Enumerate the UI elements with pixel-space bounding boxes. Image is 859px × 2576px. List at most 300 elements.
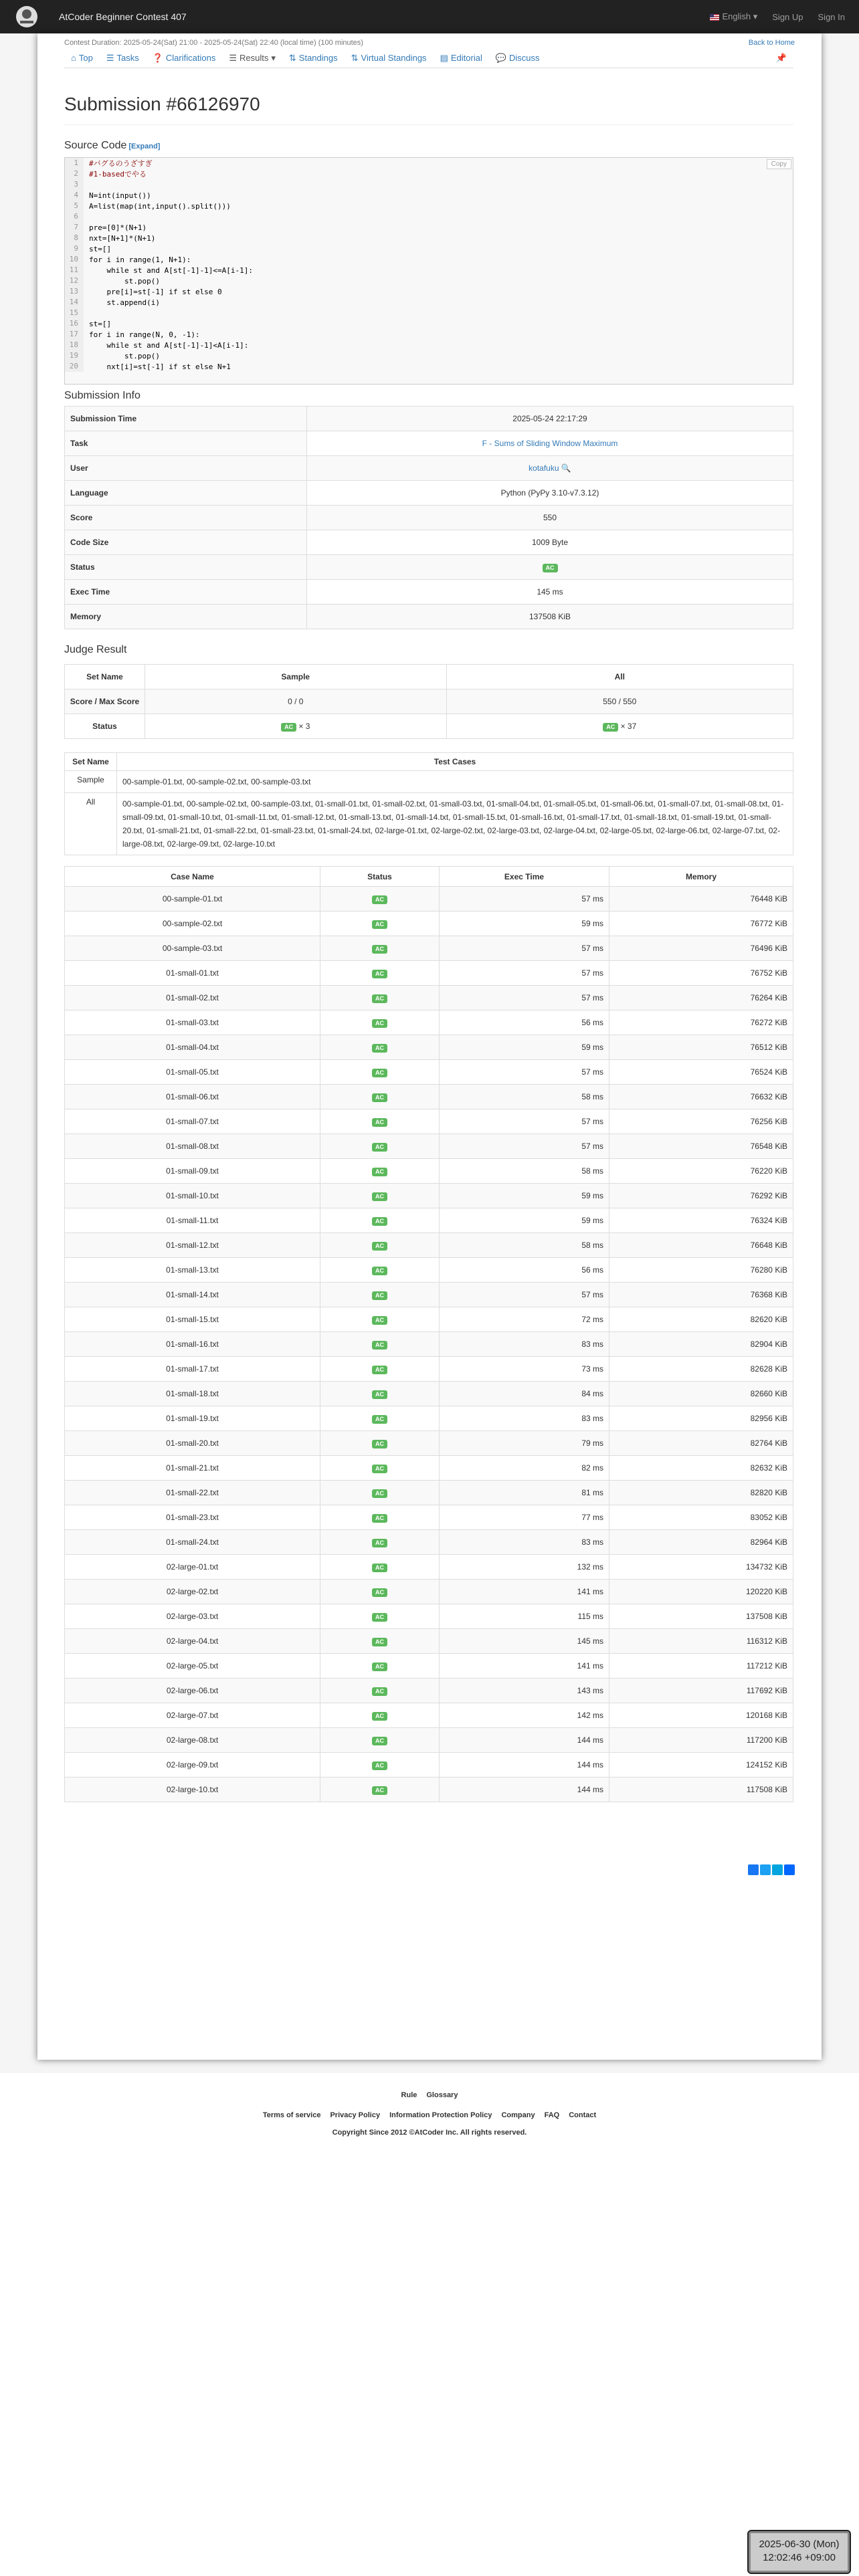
line-number: 19: [65, 350, 84, 361]
status-badge: AC: [372, 1737, 387, 1745]
line-number: 16: [65, 318, 84, 329]
code-line: [65, 361, 793, 372]
source-code-heading: Source Code [Expand]: [64, 140, 161, 151]
tab-top[interactable]: ⌂ Top: [71, 53, 93, 63]
case-status: [320, 1654, 440, 1679]
tab-editorial[interactable]: ▤ Editorial: [440, 52, 482, 63]
case-exec-time: 84 ms: [440, 1382, 609, 1406]
table-row: [65, 1382, 793, 1406]
case-status: [320, 1604, 440, 1629]
case-status: [320, 1753, 440, 1778]
code-line: [65, 318, 793, 329]
case-name: 02-large-09.txt: [65, 1753, 320, 1778]
contest-duration: Contest Duration: 2025-05-24(Sat) 21:00 - 2025-05-24(Sat) 22:40 (local time) (100 minutes): [64, 39, 363, 47]
case-memory: 76292 KiB: [609, 1184, 793, 1208]
status-badge: AC: [372, 1786, 387, 1795]
copyright: Copyright Since 2012 ©AtCoder Inc. All rights reserved.: [332, 2129, 527, 2137]
line-number: 7: [65, 222, 84, 233]
table-row: [65, 1580, 793, 1604]
case-name: 01-small-10.txt: [65, 1184, 320, 1208]
case-name: 02-large-06.txt: [65, 1679, 320, 1703]
status-badge: AC: [372, 994, 387, 1003]
case-exec-time: 57 ms: [440, 1109, 609, 1134]
status-badge: AC: [543, 564, 558, 572]
case-memory: 76324 KiB: [609, 1208, 793, 1233]
case-memory: 117212 KiB: [609, 1654, 793, 1679]
case-memory: 82764 KiB: [609, 1431, 793, 1456]
case-memory: 76496 KiB: [609, 936, 793, 961]
code-text: st=[]: [89, 244, 112, 253]
code-text: #1-basedでやる: [89, 170, 147, 179]
case-exec-time: 143 ms: [440, 1679, 609, 1703]
code-text: #バグるのうざすぎ: [89, 159, 153, 168]
page-title: Submission #66126970: [64, 94, 793, 125]
info-row-user: User kotafuku 🔍: [65, 456, 793, 481]
status-badge: AC: [372, 1712, 387, 1721]
table-row: [65, 911, 793, 936]
case-status: [320, 1580, 440, 1604]
language-selector[interactable]: English ▾: [702, 11, 765, 22]
case-exec-time: 83 ms: [440, 1530, 609, 1555]
status-badge: AC: [372, 1019, 387, 1028]
code-text: pre[i]=st[-1] if st else 0: [89, 287, 222, 296]
case-status: [320, 1332, 440, 1357]
table-row: [65, 1728, 793, 1753]
line-number: 9: [65, 243, 84, 254]
table-row: [65, 887, 793, 911]
table-row: [65, 1505, 793, 1530]
case-name: 01-small-23.txt: [65, 1505, 320, 1530]
footer-rule-link[interactable]: Rule: [401, 2091, 417, 2099]
case-status: [320, 961, 440, 986]
case-exec-time: 142 ms: [440, 1703, 609, 1728]
case-name: 01-small-20.txt: [65, 1431, 320, 1456]
code-line: [65, 211, 793, 222]
table-row: [65, 1481, 793, 1505]
contest-nav: [64, 48, 793, 68]
case-exec-time: 115 ms: [440, 1604, 609, 1629]
task-link[interactable]: F - Sums of Sliding Window Maximum: [482, 439, 618, 448]
search-icon[interactable]: 🔍: [561, 463, 571, 473]
case-memory: 134732 KiB: [609, 1555, 793, 1580]
code-line: [65, 297, 793, 308]
submission-info-table: [64, 406, 793, 629]
sort-icon: ⇅: [288, 52, 296, 63]
tab-discuss[interactable]: 💬 Discuss: [495, 52, 540, 63]
case-status: [320, 1060, 440, 1085]
case-memory: 76448 KiB: [609, 887, 793, 911]
info-row-code-size: Code Size 1009 Byte: [65, 530, 793, 555]
line-number: 17: [65, 329, 84, 340]
status-badge: AC: [372, 1514, 387, 1523]
code-line: [65, 222, 793, 233]
case-name: 02-large-07.txt: [65, 1703, 320, 1728]
case-status: [320, 887, 440, 911]
status-badge: AC: [372, 920, 387, 929]
tab-clarifications[interactable]: ❓ Clarifications: [152, 52, 216, 63]
case-memory: 116312 KiB: [609, 1629, 793, 1654]
table-row: [65, 1159, 793, 1184]
case-exec-time: 57 ms: [440, 1283, 609, 1307]
table-row: [65, 1035, 793, 1060]
line-number: 8: [65, 233, 84, 243]
case-status: [320, 1307, 440, 1332]
case-name: 01-small-06.txt: [65, 1085, 320, 1109]
code-line: [65, 350, 793, 361]
sort-icon: ⇅: [351, 52, 359, 63]
table-row: [65, 1753, 793, 1778]
source-code-block[interactable]: [64, 157, 793, 385]
status-badge: AC: [372, 970, 387, 978]
case-status: [320, 1382, 440, 1406]
code-line: [65, 276, 793, 286]
share-plus-icon[interactable]: [784, 1864, 795, 1875]
us-flag-icon: [710, 14, 719, 21]
status-badge: AC: [372, 895, 387, 904]
case-memory: 76264 KiB: [609, 986, 793, 1010]
code-text: nxt[i]=st[-1] if st else N+1: [89, 362, 231, 371]
case-name: 02-large-05.txt: [65, 1654, 320, 1679]
pin-icon[interactable]: 📌: [775, 52, 787, 63]
tab-results[interactable]: ☰ Results ▾: [229, 52, 276, 63]
line-number: 18: [65, 340, 84, 350]
list-icon: ☰: [106, 52, 114, 63]
caret-down-icon: ▾: [271, 52, 276, 63]
case-exec-time: 77 ms: [440, 1505, 609, 1530]
footer-privacy-link[interactable]: Privacy Policy: [330, 2111, 381, 2119]
table-row: [65, 1109, 793, 1134]
judge-result-heading: Judge Result: [64, 644, 127, 655]
table-row: [65, 1629, 793, 1654]
tab-virtual-standings[interactable]: ⇅ Virtual Standings: [351, 52, 427, 63]
status-badge: AC: [372, 1316, 387, 1325]
case-exec-time: 58 ms: [440, 1085, 609, 1109]
case-exec-time: 144 ms: [440, 1753, 609, 1778]
case-exec-time: 58 ms: [440, 1233, 609, 1258]
footer-faq-link[interactable]: FAQ: [544, 2111, 560, 2119]
case-exec-time: 145 ms: [440, 1629, 609, 1654]
case-name: 01-small-14.txt: [65, 1283, 320, 1307]
case-memory: 120168 KiB: [609, 1703, 793, 1728]
table-row: [65, 1060, 793, 1085]
code-line: [65, 340, 793, 350]
case-memory: 76648 KiB: [609, 1233, 793, 1258]
case-status: [320, 1208, 440, 1233]
line-number: 5: [65, 201, 84, 211]
code-text: for i in range(1, N+1):: [89, 255, 191, 264]
code-line: [65, 243, 793, 254]
footer-company-link[interactable]: Company: [501, 2111, 535, 2119]
case-name: 02-large-02.txt: [65, 1580, 320, 1604]
line-number: 6: [65, 211, 84, 222]
case-memory: 82632 KiB: [609, 1456, 793, 1481]
case-memory: 76772 KiB: [609, 911, 793, 936]
table-row: [65, 1208, 793, 1233]
status-badge: AC: [372, 1415, 387, 1424]
table-row: [65, 1530, 793, 1555]
info-row-task: Task F - Sums of Sliding Window Maximum: [65, 431, 793, 456]
case-exec-time: 81 ms: [440, 1481, 609, 1505]
case-memory: 117692 KiB: [609, 1679, 793, 1703]
code-line: [65, 286, 793, 297]
case-name: 01-small-08.txt: [65, 1134, 320, 1159]
status-badge: AC: [603, 723, 618, 732]
info-row-time: Submission Time 2025-05-24 22:17:29: [65, 407, 793, 431]
line-number: 15: [65, 308, 84, 318]
status-badge: AC: [372, 1093, 387, 1102]
case-exec-time: 57 ms: [440, 961, 609, 986]
case-status: [320, 1728, 440, 1753]
case-memory: 82820 KiB: [609, 1481, 793, 1505]
case-exec-time: 59 ms: [440, 1035, 609, 1060]
case-memory: 76752 KiB: [609, 961, 793, 986]
case-exec-time: 73 ms: [440, 1357, 609, 1382]
footer: [0, 2073, 859, 2137]
atcoder-logo[interactable]: [9, 2, 44, 31]
case-status: [320, 1258, 440, 1283]
code-text: A=list(map(int,input().split())): [89, 201, 231, 211]
case-status: [320, 1703, 440, 1728]
comment-icon: 💬: [495, 52, 507, 63]
case-memory: 117508 KiB: [609, 1778, 793, 1802]
status-badge: AC: [372, 1267, 387, 1275]
table-row: [65, 1307, 793, 1332]
case-exec-time: 72 ms: [440, 1307, 609, 1332]
line-number: 13: [65, 286, 84, 297]
case-status: [320, 1233, 440, 1258]
case-status: [320, 1184, 440, 1208]
case-exec-time: 83 ms: [440, 1406, 609, 1431]
code-text: st.append(i): [89, 298, 160, 307]
line-number: 12: [65, 276, 84, 286]
case-name: 01-small-19.txt: [65, 1406, 320, 1431]
status-badge: AC: [372, 1291, 387, 1300]
table-row: [65, 1703, 793, 1728]
status-badge: AC: [372, 1217, 387, 1226]
home-icon: ⌂: [71, 53, 76, 63]
info-row-language: Language Python (PyPy 3.10-v7.3.12): [65, 481, 793, 506]
line-number: 3: [65, 179, 84, 190]
table-row: [65, 1778, 793, 1802]
case-name: 01-small-12.txt: [65, 1233, 320, 1258]
case-memory: 76280 KiB: [609, 1258, 793, 1283]
code-line: [65, 265, 793, 276]
case-name: 02-large-04.txt: [65, 1629, 320, 1654]
code-line: [65, 233, 793, 243]
line-number: 20: [65, 361, 84, 372]
case-name: 01-small-24.txt: [65, 1530, 320, 1555]
line-number: 10: [65, 254, 84, 265]
case-memory: 76368 KiB: [609, 1283, 793, 1307]
case-status: [320, 1505, 440, 1530]
expand-link[interactable]: [Expand]: [128, 142, 161, 150]
case-status: [320, 1406, 440, 1431]
hatena-icon[interactable]: [772, 1864, 783, 1875]
info-row-status: Status AC: [65, 555, 793, 580]
case-status: [320, 1357, 440, 1382]
code-text: st.pop(): [89, 276, 160, 286]
case-name: 01-small-05.txt: [65, 1060, 320, 1085]
case-name: 01-small-03.txt: [65, 1010, 320, 1035]
status-badge: AC: [372, 1390, 387, 1399]
case-exec-time: 57 ms: [440, 1134, 609, 1159]
status-badge: AC: [372, 1440, 387, 1448]
sign-up-link[interactable]: Sign Up: [772, 11, 803, 22]
case-name: 00-sample-01.txt: [65, 887, 320, 911]
case-memory: 76272 KiB: [609, 1010, 793, 1035]
table-row: [65, 1679, 793, 1703]
table-row: [65, 936, 793, 961]
case-exec-time: 57 ms: [440, 986, 609, 1010]
case-status: [320, 1679, 440, 1703]
status-badge: AC: [372, 1638, 387, 1646]
code-line: [65, 179, 793, 190]
status-badge: AC: [372, 1613, 387, 1622]
case-name: 01-small-01.txt: [65, 961, 320, 986]
case-name: 01-small-11.txt: [65, 1208, 320, 1233]
clock-time: 12:02:46 +09:00: [763, 2552, 836, 2563]
table-row: [65, 1258, 793, 1283]
case-status: [320, 1555, 440, 1580]
case-status: [320, 1629, 440, 1654]
table-row: [65, 1184, 793, 1208]
case-name: 01-small-22.txt: [65, 1481, 320, 1505]
user-link[interactable]: kotafuku: [529, 463, 559, 473]
case-status: [320, 1481, 440, 1505]
contest-brand-link[interactable]: AtCoder Beginner Contest 407: [59, 11, 187, 22]
case-memory: 117200 KiB: [609, 1728, 793, 1753]
case-exec-time: 59 ms: [440, 1208, 609, 1233]
case-memory: 76220 KiB: [609, 1159, 793, 1184]
info-row-score: Score 550: [65, 506, 793, 530]
case-exec-time: 59 ms: [440, 1184, 609, 1208]
sign-in-link[interactable]: Sign In: [818, 11, 845, 22]
facebook-icon[interactable]: [748, 1864, 759, 1875]
footer-glossary-link[interactable]: Glossary: [426, 2091, 458, 2099]
case-name: 02-large-03.txt: [65, 1604, 320, 1629]
submission-info-heading: Submission Info: [64, 390, 140, 401]
back-to-home-link[interactable]: Back to Home: [748, 39, 795, 47]
test-sets-table: Set Name Test Cases Sample 00-sample-01.txt, 00-sample-02.txt, 00-sample-03.txt All 00-sample-01.txt, 00-sample-02.txt, 00-sample-03.txt, 01-small-01.txt, 01-small-02.txt, 01-small-03.txt, 01-small-04.txt, 01-small-05.txt, 01-small-06.txt, 01-small-07.txt, 01-small-08.txt, 01-small-09.txt, 01-small-10.txt, 01-small-11.txt, 01-small-12.txt, 01-small-13.txt, 01-small-14.txt, 01-small-15.txt, 01-small-16.txt, 01-small-17.txt, 01-small-18.txt, 01-small-19.txt, 01-small-20.txt, 01-small-21.txt, 01-small-22.txt, 01-small-23.txt, 01-small-24.txt, 02-large-01.txt, 02-large-02.txt, 02-large-03.txt, 02-large-04.txt, 02-large-05.txt, 02-large-06.txt, 02-large-07.txt, 02-large-08.txt, 02-large-09.txt, 02-large-10.txt: [64, 752, 793, 855]
case-status: [320, 1431, 440, 1456]
twitter-icon[interactable]: [760, 1864, 771, 1875]
case-exec-time: 57 ms: [440, 887, 609, 911]
share-buttons: [748, 1864, 795, 1875]
case-status: [320, 1085, 440, 1109]
table-row: [65, 1332, 793, 1357]
code-text: nxt=[N+1]*(N+1): [89, 233, 156, 243]
line-number: 11: [65, 265, 84, 276]
case-name: 00-sample-03.txt: [65, 936, 320, 961]
case-exec-time: 144 ms: [440, 1728, 609, 1753]
case-status: [320, 1159, 440, 1184]
code-line: [65, 329, 793, 340]
code-text: N=int(input()): [89, 191, 151, 200]
code-line: [65, 308, 793, 318]
case-name: 01-small-02.txt: [65, 986, 320, 1010]
case-status: [320, 1778, 440, 1802]
case-memory: 82628 KiB: [609, 1357, 793, 1382]
case-memory: 82660 KiB: [609, 1382, 793, 1406]
case-memory: 83052 KiB: [609, 1505, 793, 1530]
case-memory: 76632 KiB: [609, 1085, 793, 1109]
tab-standings[interactable]: ⇅ Standings: [288, 52, 338, 63]
status-badge: AC: [372, 1341, 387, 1350]
info-row-exec-time: Exec Time 145 ms: [65, 580, 793, 605]
case-status: [320, 1134, 440, 1159]
case-memory: 76512 KiB: [609, 1035, 793, 1060]
footer-terms-link[interactable]: Terms of service: [262, 2111, 321, 2119]
case-name: 01-small-09.txt: [65, 1159, 320, 1184]
table-row: [65, 1010, 793, 1035]
case-name: 02-large-01.txt: [65, 1555, 320, 1580]
table-row: [65, 1085, 793, 1109]
code-line: [65, 254, 793, 265]
table-row: [65, 1555, 793, 1580]
status-badge: AC: [372, 1564, 387, 1572]
tab-tasks[interactable]: ☰ Tasks: [106, 52, 139, 63]
case-status: [320, 1010, 440, 1035]
footer-contact-link[interactable]: Contact: [569, 2111, 597, 2119]
table-row: [65, 1233, 793, 1258]
code-line: [65, 158, 793, 169]
status-badge: AC: [372, 945, 387, 954]
case-exec-time: 141 ms: [440, 1654, 609, 1679]
code-text: st=[]: [89, 319, 112, 328]
case-exec-time: 82 ms: [440, 1456, 609, 1481]
question-icon: ❓: [152, 52, 163, 63]
table-row: [65, 1357, 793, 1382]
case-memory: 82956 KiB: [609, 1406, 793, 1431]
fixed-clock: [747, 2530, 851, 2574]
case-name: 00-sample-02.txt: [65, 911, 320, 936]
footer-info-protection-link[interactable]: Information Protection Policy: [389, 2111, 492, 2119]
case-exec-time: 144 ms: [440, 1778, 609, 1802]
case-exec-time: 83 ms: [440, 1332, 609, 1357]
case-memory: 82904 KiB: [609, 1332, 793, 1357]
status-badge: AC: [372, 1489, 387, 1498]
info-row-memory: Memory 137508 KiB: [65, 605, 793, 629]
judge-result-table: Set Name Sample All Score / Max Score 0 / 0 550 / 550 Status AC × 3 AC × 37: [64, 664, 793, 739]
case-status: [320, 911, 440, 936]
clock-date: 2025-06-30 (Mon): [759, 2539, 840, 2550]
table-row: [65, 986, 793, 1010]
copy-button[interactable]: Copy: [767, 159, 791, 169]
test-cases-table: Case Name Status Exec Time Memory 00-sample-01.txt AC 57 ms 76448 KiB 00-sample-02.txt AC 59 ms 76772 KiB 00-sample-03.txt AC 57 ms 76496 KiB 01-small-01.txt AC 57 ms 76752 KiB 01-small-02.txt AC 57 ms 76264 KiB 01-small-03.txt AC 56 ms 76272 KiB 01-small-04.txt AC 59 ms 76512 KiB 01-small-05.txt AC 57 ms 76524 KiB 01-small-06.txt AC 58 ms 76632 KiB 01-small-07.txt AC 57 ms 76256 KiB 01-small-08.txt AC 57 ms 76548 KiB 01-small-09.txt AC 58 ms 76220 KiB 01-small-10.txt AC 59 ms 76292 KiB 01-small-11.txt AC 59 ms 76324 KiB 01-small-12.txt AC 58 ms 76648 KiB 01-small-13.txt AC 56 ms 76280 KiB 01-small-14.txt AC 57 ms 76368 KiB 01-small-15.txt AC 72 ms 82620 KiB 01-small-16.txt AC 83 ms 82904 KiB 01-small-17.txt AC 73 ms 82628 KiB 01-small-18.txt AC 84 ms 82660 KiB 01-small-19.txt AC 83 ms 82956 KiB 01-small-20.txt AC 79 ms 82764 KiB 01-small-21.txt AC 82 ms 82632 KiB 01-small-22.txt AC 81 ms 82820 KiB 01-small-23.txt AC 77 ms 83052 KiB 01-small-24.txt AC 83 ms 82964 KiB 02-large-01.txt AC 132 ms 134732 KiB 02-large-02.txt AC 141 ms 120220 KiB 02-large-03.txt AC 115 ms 137508 KiB 02-large-04.txt AC 145 ms 116312 KiB 02-large-05.txt AC 141 ms 117212 KiB 02-large-06.txt AC 143 ms 117692 KiB 02-large-07.txt AC 142 ms 120168 KiB 02-large-08.txt AC 144 ms 117200 KiB 02-large-09.txt AC 144 ms 124152 KiB 02-large-10.txt AC 144 ms 117508 KiB: [64, 866, 793, 1802]
case-exec-time: 58 ms: [440, 1159, 609, 1184]
table-row: [65, 1456, 793, 1481]
case-name: 01-small-07.txt: [65, 1109, 320, 1134]
case-name: 02-large-10.txt: [65, 1778, 320, 1802]
status-badge: AC: [372, 1539, 387, 1547]
status-badge: AC: [372, 1168, 387, 1176]
case-memory: 82620 KiB: [609, 1307, 793, 1332]
table-row: [65, 961, 793, 986]
code-text: pre=[0]*(N+1): [89, 223, 147, 232]
line-number: 14: [65, 297, 84, 308]
status-badge: AC: [372, 1069, 387, 1077]
case-exec-time: 56 ms: [440, 1010, 609, 1035]
case-memory: 124152 KiB: [609, 1753, 793, 1778]
case-status: [320, 1109, 440, 1134]
status-badge: AC: [372, 1366, 387, 1374]
case-memory: 76548 KiB: [609, 1134, 793, 1159]
code-line: [65, 190, 793, 201]
case-memory: 82964 KiB: [609, 1530, 793, 1555]
case-name: 01-small-13.txt: [65, 1258, 320, 1283]
code-text: while st and A[st[-1]-1]<A[i-1]:: [89, 340, 249, 350]
status-badge: AC: [372, 1192, 387, 1201]
